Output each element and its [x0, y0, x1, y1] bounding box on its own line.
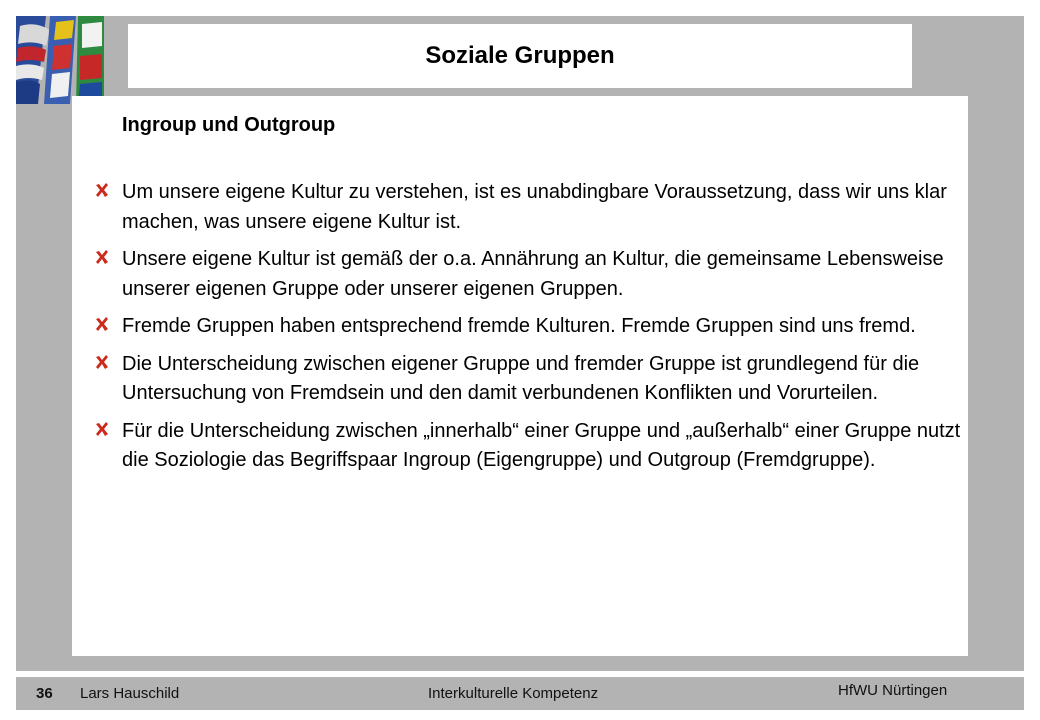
bullet-text: Die Unterscheidung zwischen eigener Gruppe und fremder Gruppe ist grundlegend für die Untersuchung von Fremdsein und den damit verbundenen Konflikten und Vorurteilen.	[122, 352, 920, 404]
content-area	[72, 96, 968, 656]
footer-author: Lars Hauschild	[80, 685, 180, 702]
bullet-text: Fremde Gruppen haben entsprechend fremde Kulturen. Fremde Gruppen sind uns fremd.	[122, 315, 916, 337]
bullet-list	[94, 178, 964, 484]
bullet-text: Um unsere eigene Kultur zu verstehen, ist es unabdingbare Voraussetzung, dass wir uns klar machen, was unsere eigene Kultur ist.	[122, 181, 947, 233]
bullet-item	[94, 312, 964, 342]
red-x-icon	[94, 421, 110, 437]
footer-course: Interkulturelle Kompetenz	[428, 685, 599, 702]
red-x-icon	[94, 354, 110, 370]
bullet-text: Für die Unterscheidung zwischen „innerhalb“ einer Gruppe und „außerhalb“ einer Gruppe nutzt die Soziologie das Begriffspaar Ingroup (Eigengruppe) und Outgroup (Fremdgruppe).	[122, 419, 961, 471]
footer-school: HfWU Nürtingen	[838, 682, 948, 699]
flags-image	[16, 16, 104, 104]
bullet-item	[94, 417, 964, 476]
red-x-icon	[94, 249, 110, 265]
bullet-item	[94, 178, 964, 237]
red-x-icon	[94, 182, 110, 198]
red-x-icon	[94, 316, 110, 332]
bullet-item	[94, 350, 964, 409]
bullet-item	[94, 245, 964, 304]
slide-title: Soziale Gruppen	[425, 42, 615, 69]
page-number: 36	[36, 685, 53, 702]
bullet-text: Unsere eigene Kultur ist gemäß der o.a. Annährung an Kultur, die gemeinsame Lebensweise unserer eigenen Gruppe oder unserer eigenen Gruppen.	[122, 248, 944, 300]
slide-subtitle: Ingroup und Outgroup	[122, 114, 336, 136]
title-box	[128, 24, 912, 88]
